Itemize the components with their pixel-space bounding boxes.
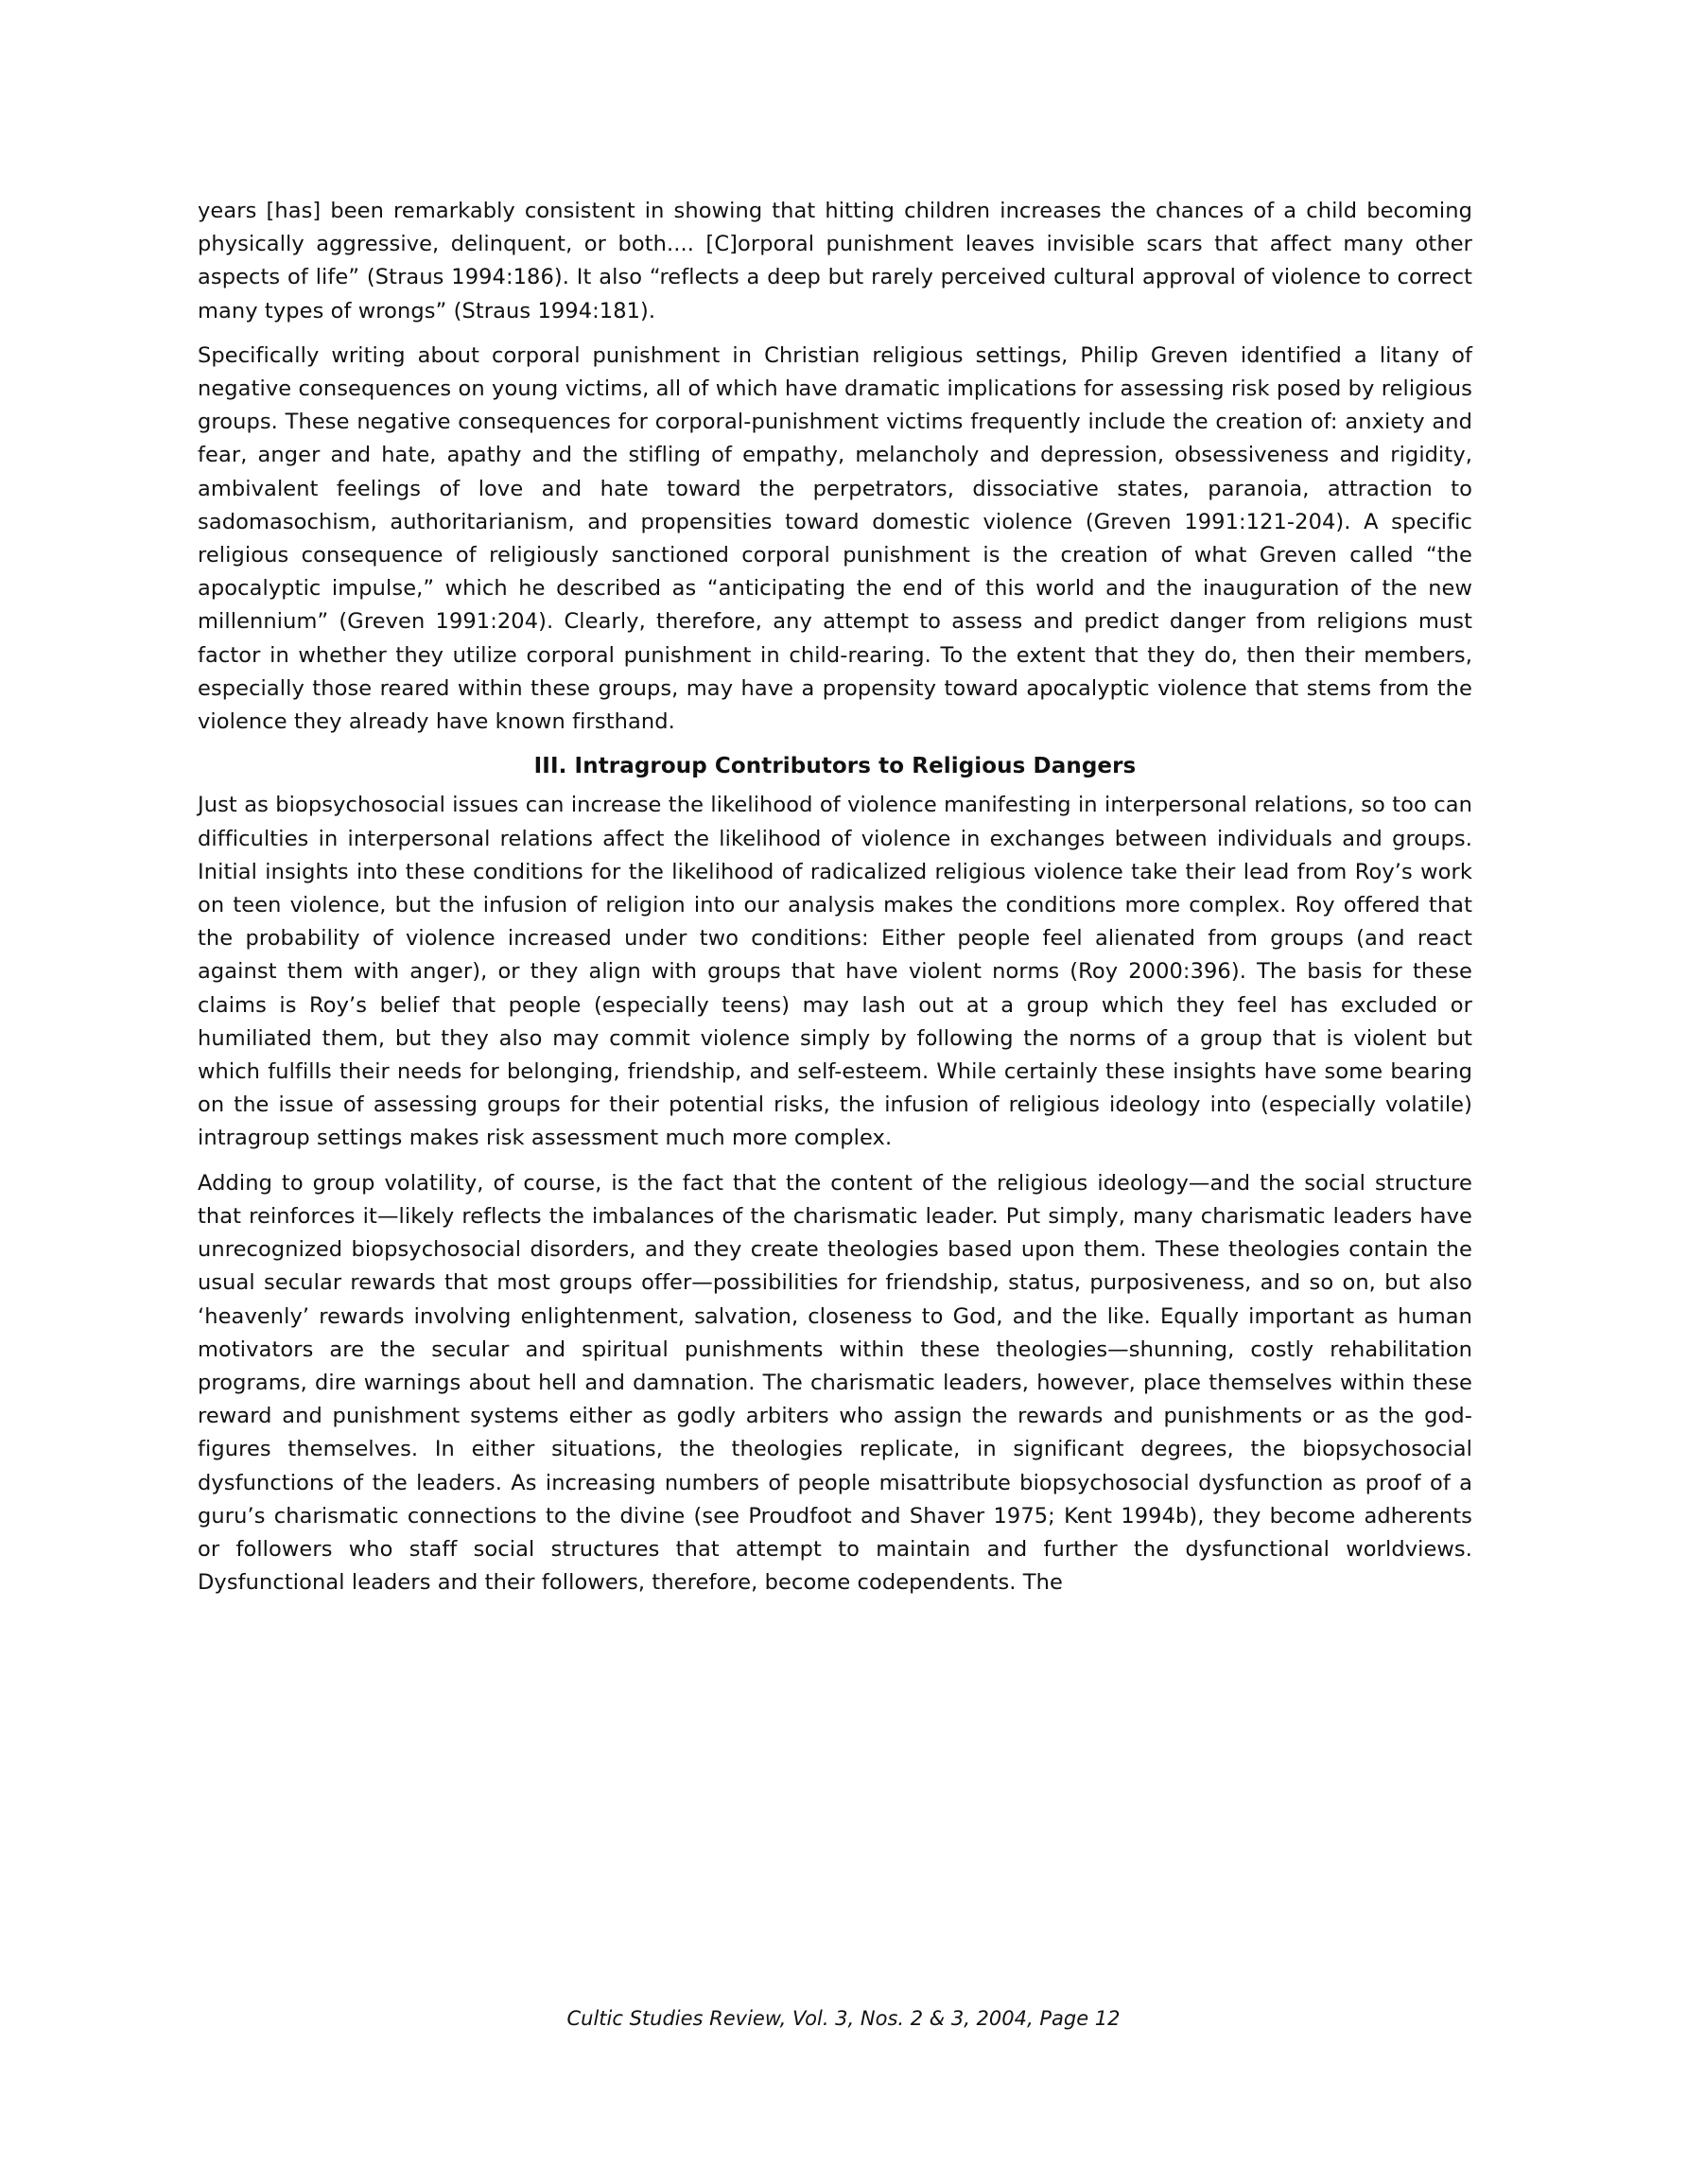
section-heading: III. Intragroup Contributors to Religious Dangers [533, 754, 1137, 779]
paragraph-straus-quote: years [has] been remarkably consistent in showing that hitting children increases the chances of a child becoming physically aggressive, delinquent, or both.... [C]orporal punishment leaves invisible scars that affect many other aspects of life” (Straus 1994:186). It also “reflects a deep but rarely perceived cultural approval of violence to correct many types of wrongs” (Straus 1994:181). [198, 199, 1472, 323]
page-footer: Cultic Studies Review, Vol. 3, Nos. 2 & 3, 2004, Page 12 [566, 2007, 1121, 2030]
document-page [198, 195, 1472, 1611]
paragraph-greven: Specifically writing about corporal punishment in Christian religious settings, Philip Greven identified a litany of negative consequences on young victims, all of which have dramatic implications for assessing risk posed by religious groups. These negative consequences for corporal-punishment victims frequently include the creation of: anxiety and fear, anger and hate, apathy and the stifling of empathy, melancholy and depression, obsessiveness and rigidity, ambivalent feelings of love and hate toward the perpetrators, dissociative states, paranoia, attraction to sadomasochism, authoritarianism, and propensities toward domestic violence (Greven 1991:121-204). A specific religious consequence of religiously sanctioned corporal punishment is the creation of what Greven called “the apocalyptic impulse,” which he described as “anticipating the end of this world and the inauguration of the new millennium” (Greven 1991:204). Clearly, therefore, any attempt to assess and predict danger from religions must factor in whether they utilize corporal punishment in child-rearing. To the extent that they do, then their members, especially those reared within these groups, may have a propensity toward apocalyptic violence that stems from the violence they already have known firsthand. [198, 342, 1472, 735]
paragraph-group-volatility: Adding to group volatility, of course, is the fact that the content of the religious ideology—and the social structure that reinforces it—likely reflects the imbalances of the charismatic leader. Put simply, many charismatic leaders have unrecognized biopsychosocial disorders, and they create theologies based upon them. These theologies contain the usual secular rewards that most groups offer—possibilities for friendship, status, purposiveness, and so on, but also ‘heavenly’ rewards involving enlightenment, salvation, closeness to God, and the like. Equally important as human motivators are the secular and spiritual punishments within these theologies—shunning, costly rehabilitation programs, dire warnings about hell and damnation. The charismatic leaders, however, place themselves within these reward and punishment systems either as godly arbiters who assign the rewards and punishments or as the god-figures themselves. In either situations, the theologies replicate, in significant degrees, the biopsychosocial dysfunctions of the leaders. As increasing numbers of people misattribute biopsychosocial dysfunction as proof of a guru’s charismatic connections to the divine (see Proudfoot and Shaver 1975; Kent 1994b), they become adherents or followers who staff social structures that attempt to maintain and further the dysfunctional worldviews. Dysfunctional leaders and their followers, therefore, become codependents. The [198, 1170, 1472, 1596]
paragraph-intragroup: Just as biopsychosocial issues can increase the likelihood of violence manifesting in interpersonal relations, so too can difficulties in interpersonal relations affect the likelihood of violence in exchanges between individuals and groups. Initial insights into these conditions for the likelihood of radicalized religious violence take their lead from Roy’s work on teen violence, but the infusion of religion into our analysis makes the conditions more complex. Roy offered that the probability of violence increased under two conditions: Either people feel alienated from groups (and react against them with anger), or they align with groups that have violent norms (Roy 2000:396). The basis for these claims is Roy’s belief that people (especially teens) may lash out at a group which they feel has excluded or humiliated them, but they also may commit violence simply by following the norms of a group that is violent but which fulfills their needs for belonging, friendship, and self-esteem. While certainly these insights have some bearing on the issue of assessing groups for their potential risks, the infusion of religious ideology into (especially volatile) intragroup settings makes risk assessment much more complex. [198, 793, 1472, 1151]
